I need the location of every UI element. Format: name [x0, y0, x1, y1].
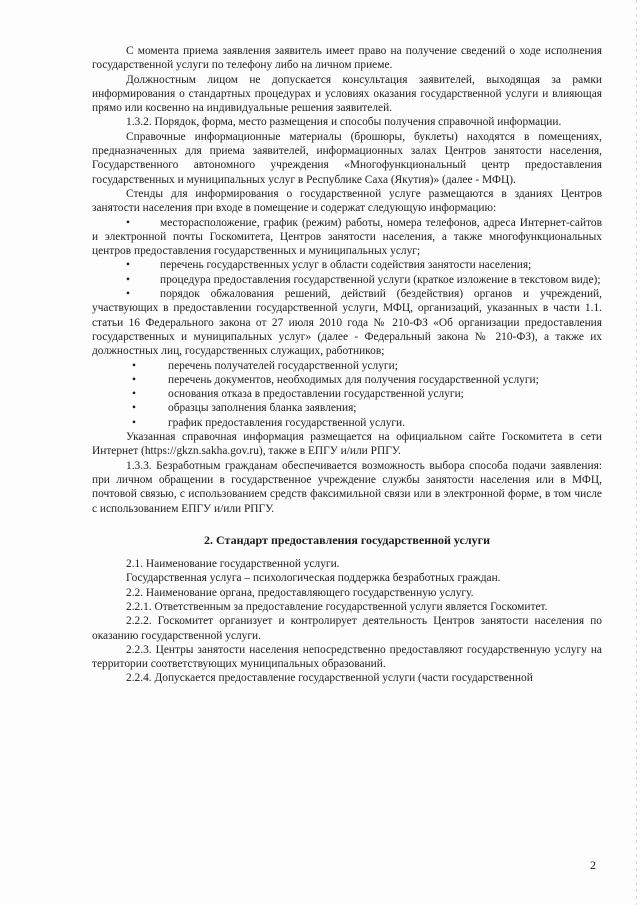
bullet-text: перечень документов, необходимых для получения государственной услуги;	[168, 373, 539, 386]
bullet-icon: •	[132, 359, 136, 372]
bullet-item	[92, 258, 602, 272]
page-number: 2	[590, 858, 596, 872]
bullet-item	[92, 359, 602, 373]
paragraph-status-info: С момента приема заявления заявитель имеет право на получение сведений о ходе исполнения государственной услуги по телефону либо на личном приеме.	[92, 45, 602, 72]
bullet-text: порядок обжалования решений, действий (бездействия) органов и учреждений, участвующих в предоставлении государственной услуги, МФЦ, организаций, указанных в части 1.1. статьи 16 Федерального закона от 27 июля 2010 года № 210-ФЗ «Об организации предоставления государственных и муниципальных услуг» (далее - Федеральный закона № 210-ФЗ), а также их должностных лиц, государственных служащих, работников;	[92, 288, 602, 358]
bullet-item	[92, 373, 602, 387]
bullet-text: перечень государственных услуг в области содействия занятости населения;	[160, 259, 532, 272]
bullet-item	[92, 287, 602, 358]
paragraph-2-2-3: 2.2.3. Центры занятости населения непосредственно предоставляют государственную услугу на территории соответствующих муниципальных образований.	[92, 643, 602, 671]
paragraph-2-2-2: 2.2.2. Госкомитет организует и контролирует деятельность Центров занятости населения по оказанию государственной услуги.	[92, 615, 602, 642]
bullet-item	[92, 401, 602, 415]
section-title: 2. Стандарт предоставления государственной услуги	[204, 532, 490, 547]
paragraph-1-3-3: 1.3.3. Безработным гражданам обеспечивается возможность выбора способа подачи заявления: при личном обращении в государственное учреждение службы занятости населения или в МФЦ, почтовой связью, с использованием средств факсимильной связи или в электронной форме, в том числе с использованием ЕПГУ и/или РПГУ.	[92, 459, 602, 515]
bullet-text: процедура предоставления государственной услуги (краткое изложение в текстовом виде);	[160, 273, 601, 286]
bullet-icon: •	[126, 216, 130, 229]
bullet-text: график предоставления государственной услуги.	[168, 416, 406, 429]
bullet-icon: •	[126, 259, 130, 272]
bullet-text: месторасположение, график (режим) работы, номера телефонов, адреса Интернет-сайтов и электронной почты Госкомитета, Центров занятости населения, а также многофункциональных центров предоставления государственных и муниципальных услуг;	[92, 216, 602, 258]
bullet-text: перечень получателей государственной услуги;	[168, 359, 398, 372]
paragraph-2-2-4: 2.2.4. Допускается предоставление государственной услуги (части государственной	[126, 672, 533, 685]
paragraph-2-2-1: 2.2.1. Ответственным за предоставление государственной услуги является Госкомитет.	[126, 600, 548, 613]
bullet-item	[92, 416, 602, 430]
bullet-icon: •	[132, 402, 136, 415]
bullet-item	[92, 387, 602, 401]
bullet-icon: •	[132, 388, 136, 401]
paragraph-consultation-limits: Должностным лицом не допускается консультация заявителей, выходящая за рамки информирования о стандартных процедурах и условиях оказания государственной услуги и влияющая прямо или косвенно на индивидуальные решения заявителей.	[92, 73, 602, 115]
paragraph-2-2: 2.2. Наименование органа, предоставляющего государственную услугу.	[126, 586, 474, 599]
bullet-icon: •	[126, 273, 130, 286]
paragraph-website-info: Указанная справочная информация размещается на официальном сайте Госкомитета в сети Интернет (https://gkzn.sakha.gov.ru), также в ЕПГУ и/или РПГУ.	[92, 431, 602, 458]
bullet-icon: •	[132, 416, 136, 429]
bullet-item	[92, 216, 602, 259]
paragraph-service-name: Государственная услуга – психологическая поддержка безработных граждан.	[126, 572, 501, 585]
paragraph-1-3-2: 1.3.2. Порядок, форма, место размещения и способы получения справочной информации.	[126, 116, 562, 129]
bullet-item	[92, 273, 602, 287]
paragraph-reference-materials: Справочные информационные материалы (брошюры, буклеты) находятся в помещениях, предназначенных для приема заявителей, информационных залах Центров занятости населения, Государственного автономного учреждения «Многофункциональный центр предоставления государственных и муниципальных услуг в Республике Саха (Якутия)» (далее - МФЦ).	[92, 130, 602, 186]
paragraph-2-1: 2.1. Наименование государственной услуги.	[126, 558, 340, 571]
paragraph-stands: Стенды для информирования о государственной услуге размещаются в зданиях Центров занятости населения при входе в помещение и содержат следующую информацию:	[92, 187, 602, 215]
document-body	[92, 44, 602, 686]
scan-edge-line	[636, 0, 637, 905]
bullet-icon: •	[126, 288, 130, 301]
bullet-text: образцы заполнения бланка заявления;	[168, 402, 357, 415]
bullet-text: основания отказа в предоставлении государственной услуги;	[168, 388, 464, 401]
bullet-icon: •	[132, 373, 136, 386]
